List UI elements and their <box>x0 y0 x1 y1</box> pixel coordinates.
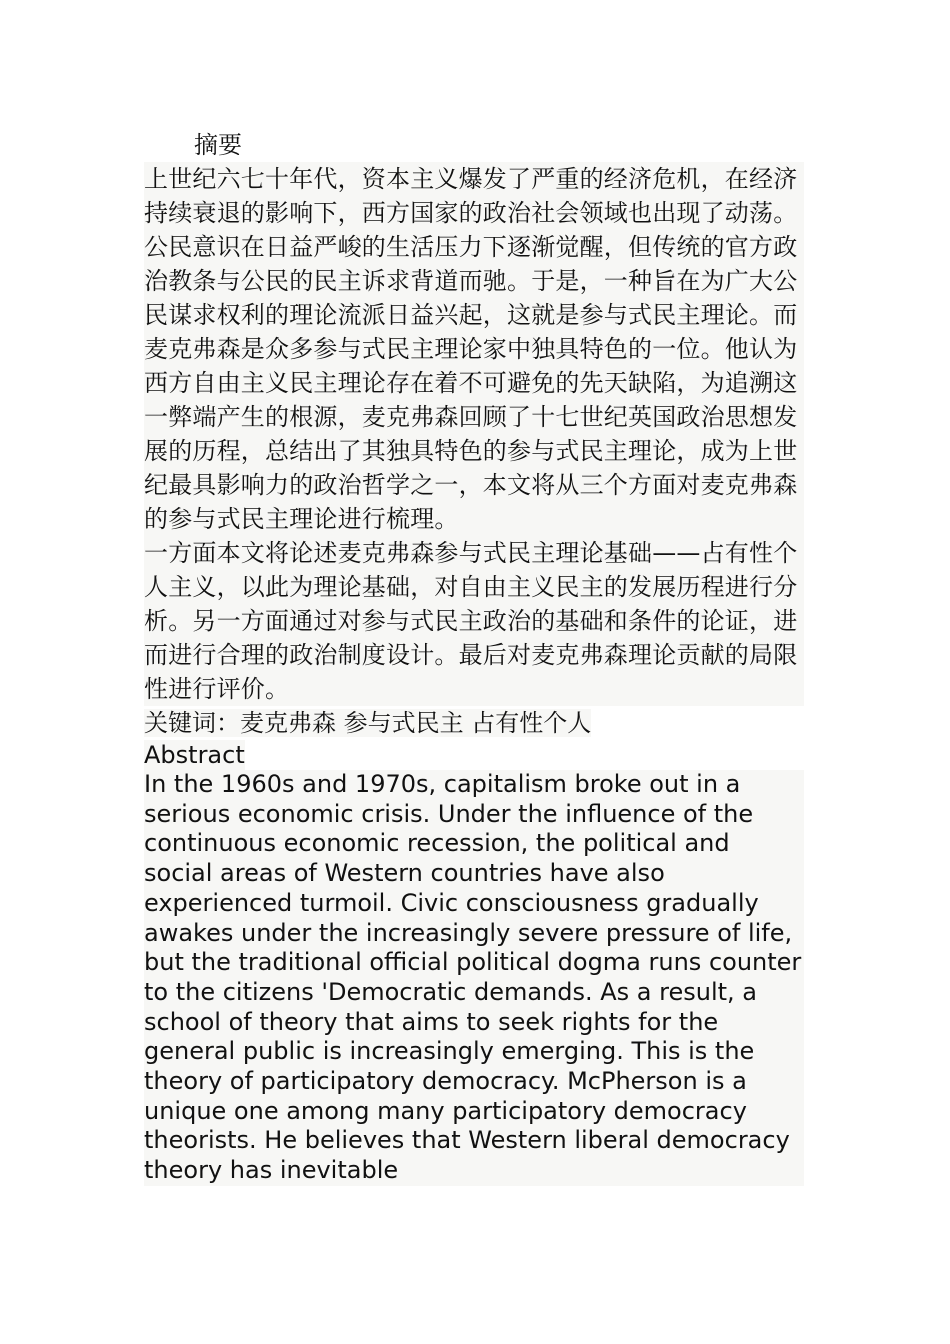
abstract-cn-heading: 摘要 <box>194 131 242 159</box>
abstract-cn-paragraph-1: 上世纪六七十年代，资本主义爆发了严重的经济危机，在经济持续衰退的影响下，西方国家的政治社会领域也出现了动荡。公民意识在日益严峻的生活压力下逐渐觉醒，但传统的官方政治教条与公民的民主诉求背道而驰。于是，一种旨在为广大公民谋求权利的理论流派日益兴起，这就是参与式民主理论。而麦克弗森是众多参与式民主理论家中独具特色的一位。他认为西方自由主义民主理论存在着不可避免的先天缺陷，为追溯这一弊端产生的根源，麦克弗森回顾了十七世纪英国政治思想发展的历程，总结出了其独具特色的参与式民主理论，成为上世纪最具影响力的政治哲学之一，本文将从三个方面对麦克弗森的参与式民主理论进行梳理。 <box>144 162 804 536</box>
abstract-en-heading: Abstract <box>144 741 245 769</box>
keywords-text: 关键词：麦克弗森 参与式民主 占有性个人 <box>144 709 592 737</box>
abstract-cn-paragraph-2: 一方面本文将论述麦克弗森参与式民主理论基础——占有性个人主义，以此为理论基础，对自由主义民主的发展历程进行分析。另一方面通过对参与式民主政治的基础和条件的论证，进而进行合理的政治制度设计。最后对麦克弗森理论贡献的局限性进行评价。 <box>144 536 804 706</box>
keywords-line <box>144 706 804 740</box>
document-body <box>144 128 804 1186</box>
abstract-en-paragraph: In the 1960s and 1970s, capitalism broke out in a serious economic crisis. Under the influence of the continuous economic recession, the political and social areas of Western countries have also experienced turmoil. Civic consciousness gradually awakes under the increasingly severe pressure of life, but the traditional official political dogma runs counter to the citizens 'Democratic demands. As a result, a school of theory that aims to seek rights for the general public is increasingly emerging. This is the theory of participatory democracy. McPherson is a unique one among many participatory democracy theorists. He believes that Western liberal democracy theory has inevitable <box>144 770 804 1186</box>
